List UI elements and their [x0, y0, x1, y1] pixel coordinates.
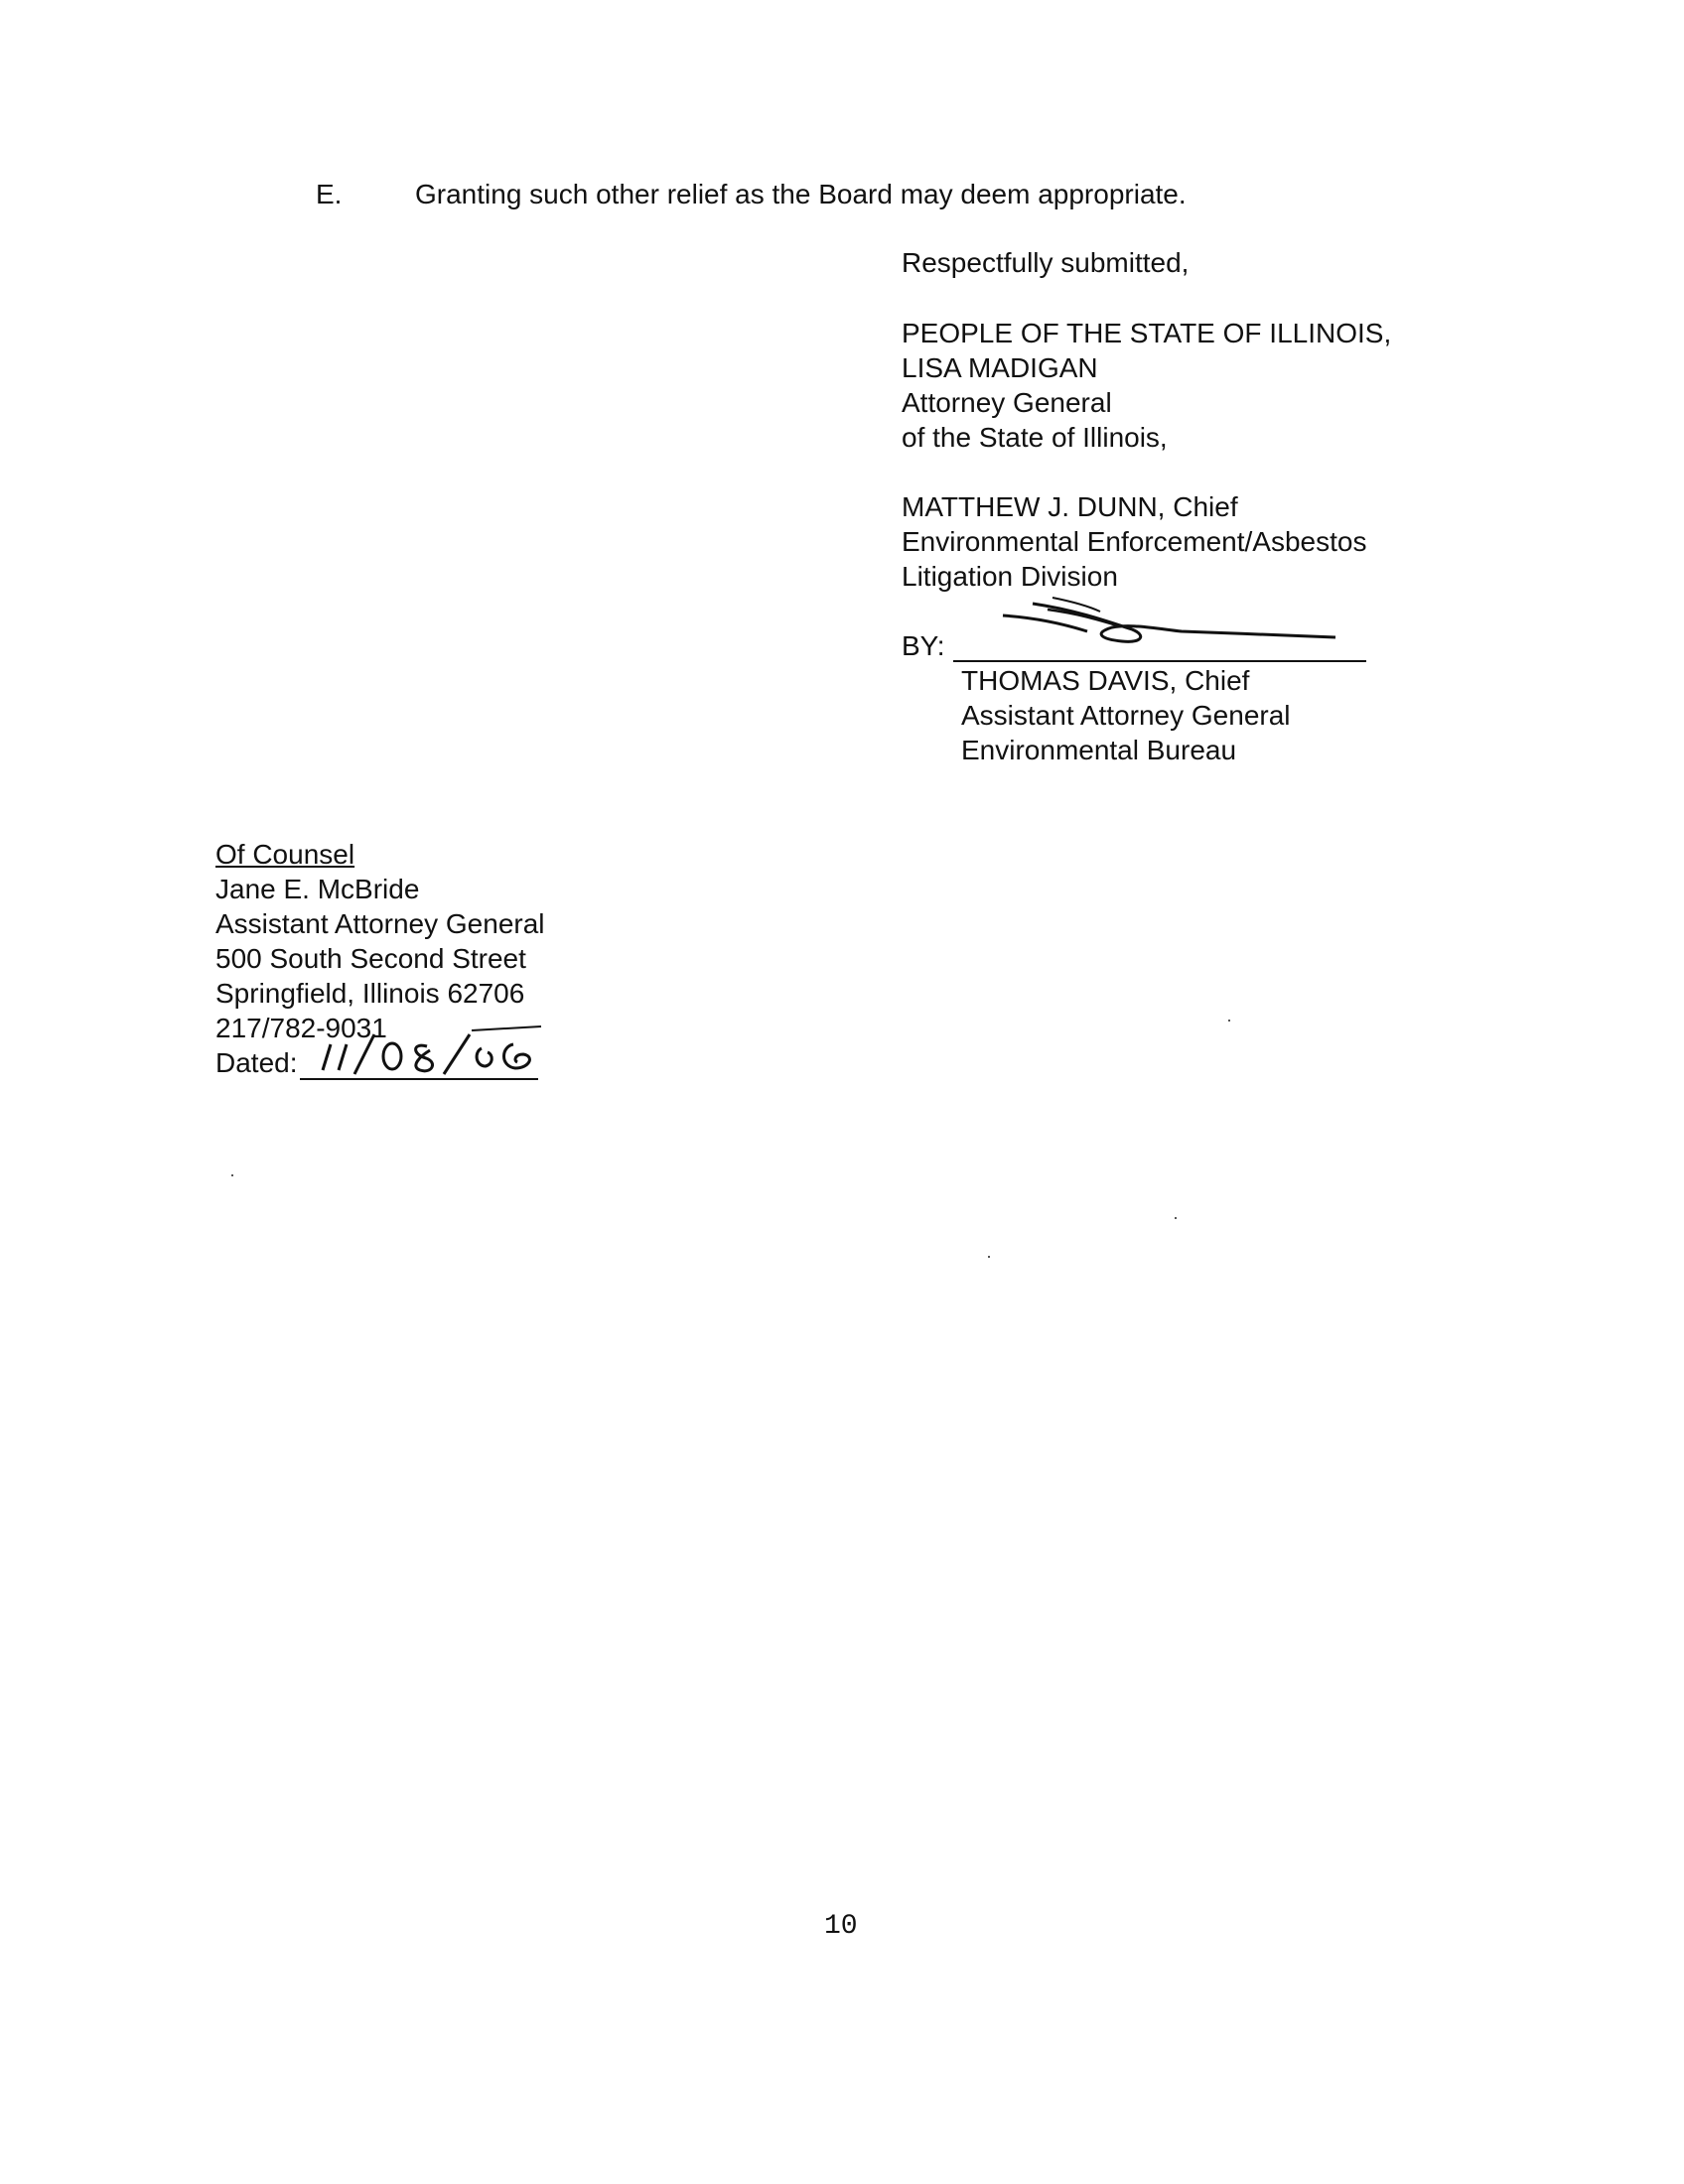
counsel-line: Assistant Attorney General [215, 908, 545, 939]
party-line: PEOPLE OF THE STATE OF ILLINOIS, [902, 318, 1392, 348]
dated-label: Dated: [215, 1047, 298, 1078]
handwritten-signature [993, 596, 1340, 655]
scan-speck [1175, 1217, 1177, 1219]
by-label: BY: [902, 630, 945, 661]
division-line: Litigation Division [902, 561, 1118, 592]
handwritten-date [303, 1023, 551, 1082]
party-line: Attorney General [902, 387, 1112, 418]
party-line: of the State of Illinois, [902, 422, 1168, 453]
party-block [902, 316, 1391, 455]
signer-line: Environmental Bureau [961, 735, 1237, 765]
signer-block [961, 663, 1291, 767]
signer-line: THOMAS DAVIS, Chief [961, 665, 1250, 696]
closing-line: Respectfully submitted, [902, 247, 1190, 278]
division-block [902, 489, 1366, 594]
counsel-line: Springfield, Illinois 62706 [215, 978, 525, 1009]
counsel-line: Jane E. McBride [215, 874, 420, 904]
page-number: 10 [824, 1911, 858, 1942]
signature-line [953, 660, 1366, 662]
counsel-line: 217/782-9031 [215, 1013, 387, 1043]
relief-item-letter: E. [316, 179, 343, 209]
scan-speck [1228, 1020, 1230, 1022]
counsel-line: 500 South Second Street [215, 943, 526, 974]
relief-item-text: Granting such other relief as the Board may deem appropriate. [415, 179, 1187, 209]
division-line: Environmental Enforcement/Asbestos [902, 526, 1367, 557]
division-line: MATTHEW J. DUNN, Chief [902, 491, 1238, 522]
scan-speck [988, 1256, 990, 1258]
party-line: LISA MADIGAN [902, 352, 1098, 383]
scan-speck [231, 1174, 233, 1176]
counsel-heading: Of Counsel [215, 839, 355, 870]
signer-line: Assistant Attorney General [961, 700, 1291, 731]
